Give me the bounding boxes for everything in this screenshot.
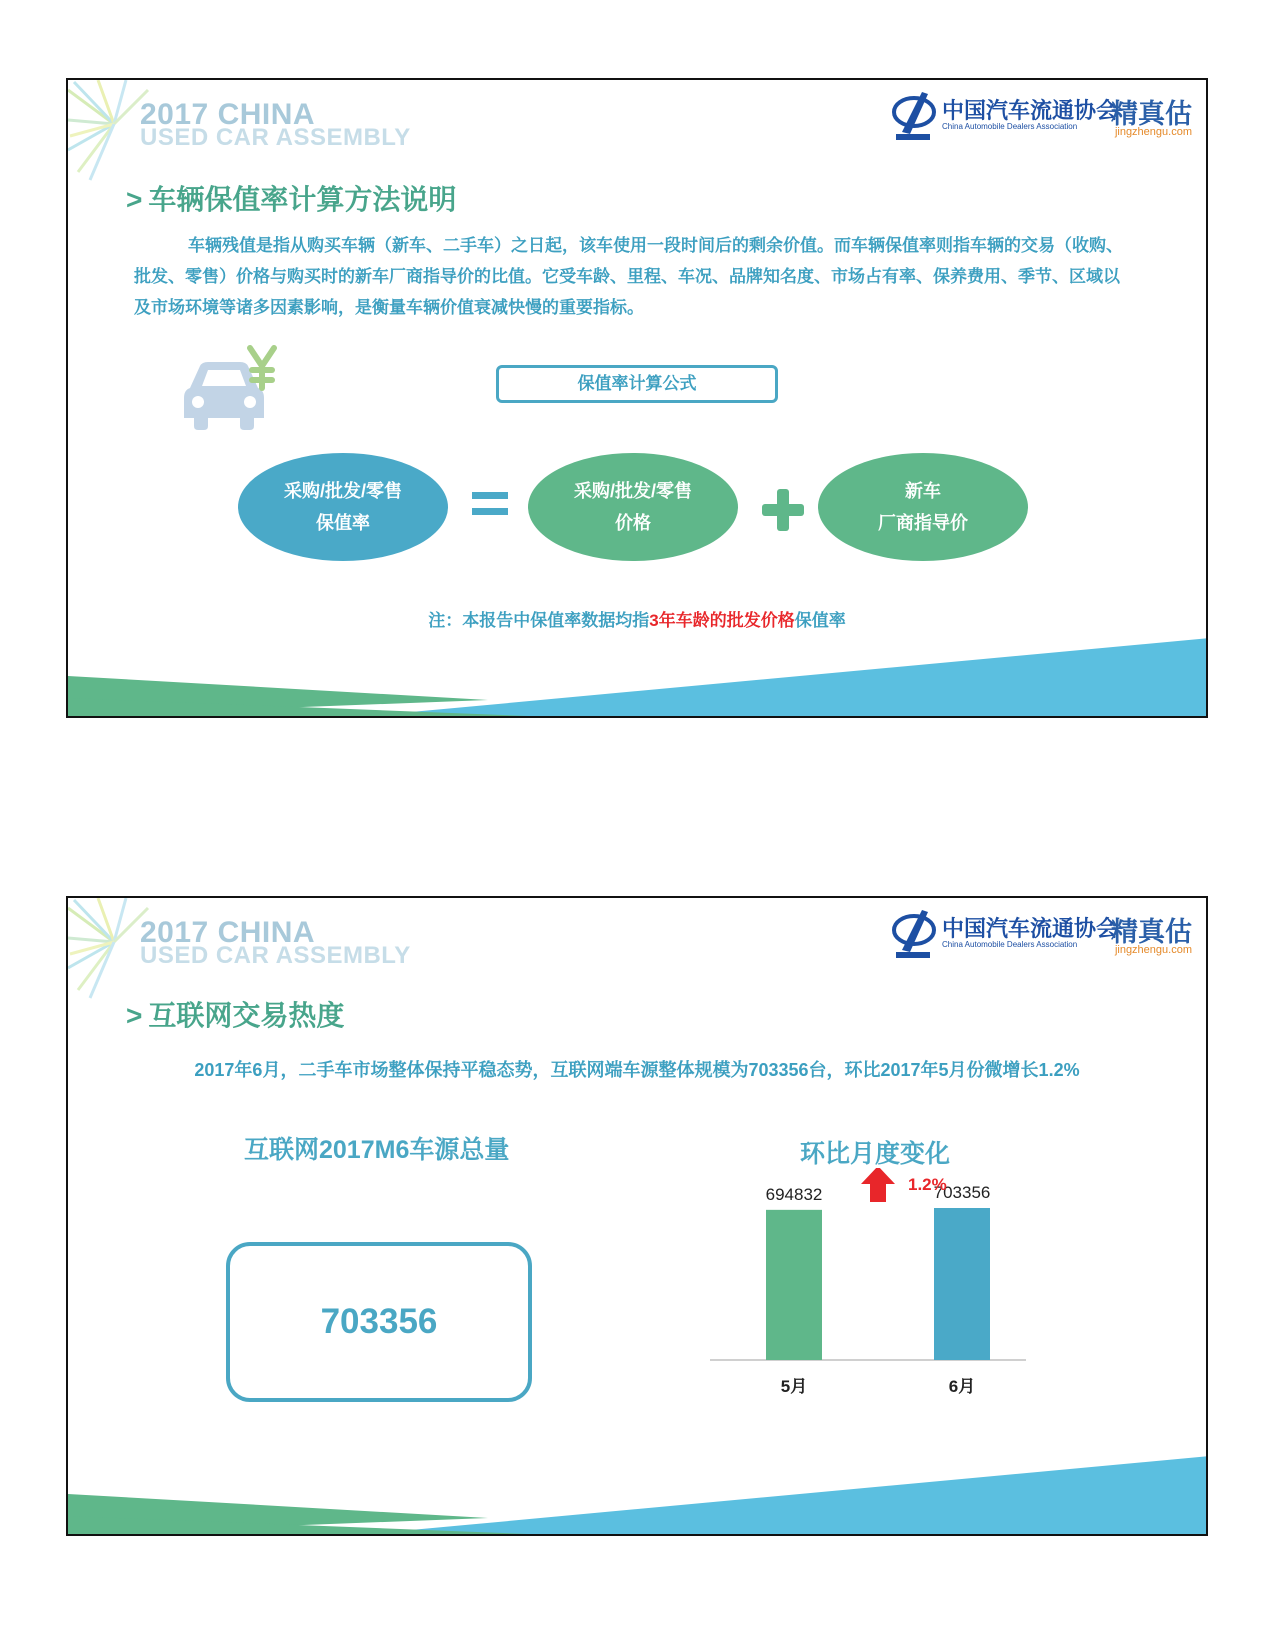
- msrp-oval: [818, 453, 1028, 561]
- total-volume-heading: 互联网2017M6车源总量: [244, 1136, 510, 1164]
- jzg-domain: jingzhengu.com: [1114, 126, 1192, 138]
- jzg-domain: jingzhengu.com: [1114, 944, 1192, 956]
- slide-1: [66, 78, 1208, 718]
- cada-logo-icon: [892, 88, 940, 144]
- up-arrow-icon: [861, 1168, 895, 1202]
- oval3-line2: 厂商指导价: [878, 513, 968, 533]
- brand-title-line1: 2017 CHINA: [140, 916, 316, 949]
- header-logos: [892, 906, 1192, 966]
- oval3-line1: 新车: [905, 481, 941, 501]
- retention-rate-oval: [238, 453, 448, 561]
- total-volume-value: 703356: [320, 1302, 438, 1341]
- bottom-decorative-band: [68, 626, 1208, 716]
- section-title: [126, 178, 456, 218]
- bar-value-label-1: 694832: [765, 1184, 823, 1204]
- brand-title-line2: USED CAR ASSEMBLY: [140, 124, 411, 151]
- explanation-paragraph: [134, 230, 1134, 323]
- price-oval: [528, 453, 738, 561]
- mom-bar-chart: [688, 1168, 1048, 1458]
- change-percent-label: 1.2%: [908, 1175, 947, 1194]
- org-name-cn: 中国汽车流通协会: [942, 916, 1119, 942]
- jzg-name-cn: 精真估: [1111, 99, 1192, 129]
- jzg-name-cn: 精真估: [1111, 917, 1192, 947]
- category-label-1: 5月: [780, 1377, 808, 1396]
- slide-2: [66, 896, 1208, 1536]
- org-name-en: China Automobile Dealers Association: [942, 122, 1078, 131]
- market-summary: 2017年6月，二手车市场整体保持平稳态势，互联网端车源整体规模为703356台，环比2017年5月份微增长1.2%: [194, 1060, 1080, 1080]
- car-yen-icon: [180, 342, 280, 434]
- note-suffix: 保值率: [794, 611, 846, 630]
- brand-title-line2: USED CAR ASSEMBLY: [140, 942, 411, 969]
- bottom-decorative-band: [68, 1444, 1208, 1534]
- note-prefix: 注：本报告中保值率数据均指: [428, 611, 650, 630]
- section-title: [126, 994, 344, 1034]
- header-logos: [892, 88, 1192, 148]
- org-name-en: China Automobile Dealers Association: [942, 940, 1078, 949]
- equals-icon: [472, 492, 508, 524]
- total-volume-box: [226, 1242, 532, 1402]
- brand-title-line1: 2017 CHINA: [140, 98, 316, 131]
- mom-change-heading: 环比月度变化: [800, 1140, 951, 1168]
- oval2-line2: 价格: [615, 513, 651, 533]
- bar-1: [766, 1210, 822, 1360]
- oval1-line1: 采购/批发/零售: [283, 481, 402, 501]
- section-title-text: 车辆保值率计算方法说明: [148, 184, 457, 215]
- section-title-text: 互联网交易热度: [148, 1000, 345, 1031]
- org-name-cn: 中国汽车流通协会: [942, 98, 1119, 124]
- bar-value-label-2: 703356: [933, 1183, 991, 1202]
- title-marker: >: [126, 184, 143, 215]
- bar-2: [934, 1208, 990, 1360]
- oval1-line2: 保值率: [316, 513, 370, 533]
- oval2-line1: 采购/批发/零售: [573, 481, 692, 501]
- formula-label-box: 保值率计算公式: [496, 365, 778, 403]
- note-highlight: 3年车龄的批发价格: [649, 611, 795, 630]
- title-marker: >: [126, 1000, 143, 1031]
- category-label-2: 6月: [948, 1377, 976, 1396]
- explanation-text: 车辆残值是指从购买车辆（新车、二手车）之日起，该车使用一段时间后的剩余价值。而车辆保值率则指车辆的交易（收购、批发、零售）价格与购买时的新车厂商指导价的比值。它受车龄、里程、车况、品牌知名度、市场占有率、保养费用、季节、区域以及市场环境等诸多因素影响，是衡量车辆价值衰减快慢的重要指标。: [134, 236, 1123, 317]
- cada-logo-icon: [892, 906, 940, 962]
